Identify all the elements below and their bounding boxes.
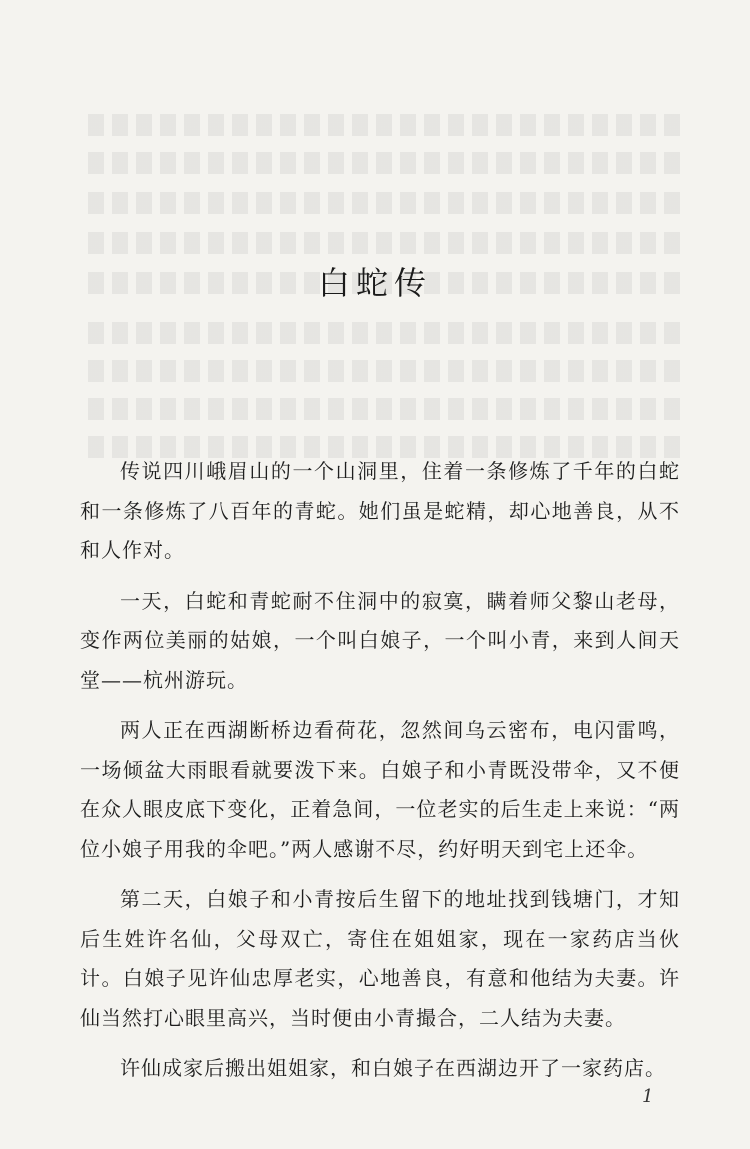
story-body bbox=[80, 452, 680, 1100]
paragraph: 第二天，白娘子和小青按后生留下的地址找到钱塘门，才知后生姓许名仙，父母双亡，寄住在姐姐家，现在一家药店当伙计。白娘子见许仙忠厚老实，心地善良，有意和他结为夫妻。许仙当然打心眼里高兴，当时便由小青撮合，二人结为夫妻。 bbox=[80, 887, 680, 1030]
paragraph: 许仙成家后搬出姐姐家，和白娘子在西湖边开了一家药店。 bbox=[120, 1056, 666, 1080]
bleed-through-line bbox=[80, 152, 680, 174]
paragraph: 两人正在西湖断桥边看荷花，忽然间乌云密布，电闪雷鸣，一场倾盆大雨眼看就要泼下来。白娘子和小青既没带伞，又不便在众人眼皮底下变化，正着急间，一位老实的后生走上来说：“两位小娘子用我的伞吧。”两人感谢不尽，约好明天到宅上还伞。 bbox=[80, 718, 680, 861]
paragraph: 一天，白蛇和青蛇耐不住洞中的寂寞，瞒着师父黎山老母，变作两位美丽的姑娘，一个叫白娘子，一个叫小青，来到人间天堂——杭州游玩。 bbox=[80, 588, 680, 692]
bleed-through-line bbox=[80, 192, 680, 214]
bleed-through-line bbox=[80, 360, 680, 382]
bleed-through-line bbox=[80, 322, 680, 344]
bleed-through-line bbox=[80, 398, 680, 420]
bleed-through-line bbox=[80, 114, 680, 136]
page-title: 白蛇传 bbox=[317, 264, 432, 302]
paragraph: 传说四川峨眉山的一个山洞里，住着一条修炼了千年的白蛇和一条修炼了八百年的青蛇。她们虽是蛇精，却心地善良，从不和人作对。 bbox=[80, 459, 680, 562]
bleed-through-line bbox=[80, 232, 680, 254]
page-number: 1 bbox=[642, 1086, 654, 1107]
